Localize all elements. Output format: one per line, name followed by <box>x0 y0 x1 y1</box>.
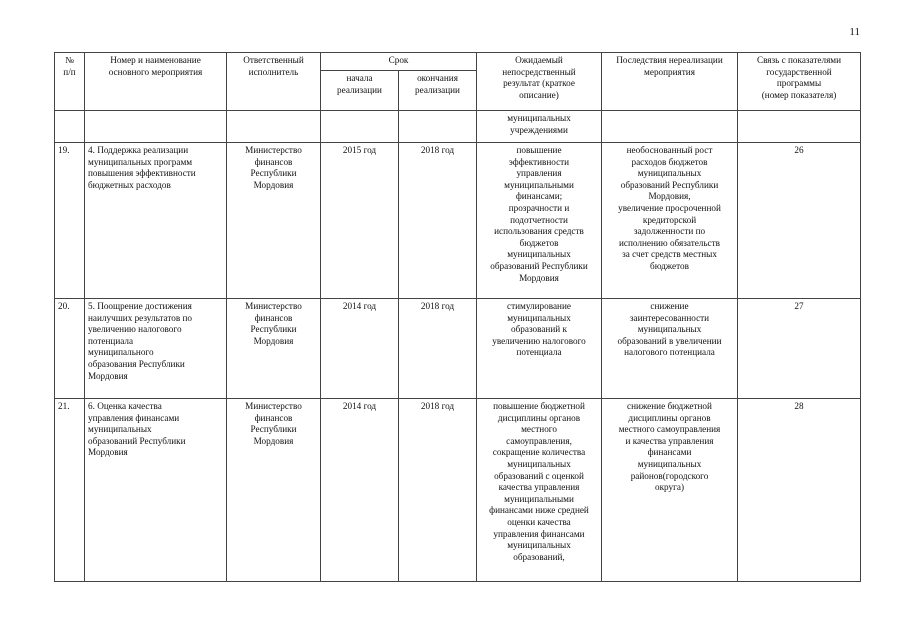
row-end: 2018 год <box>399 143 477 299</box>
row-num: 21. <box>55 399 85 582</box>
header-consequences: Последствия нереализации мероприятия <box>602 53 738 111</box>
header-num: № п/п <box>55 53 85 111</box>
header-start: начала реализации <box>321 71 399 111</box>
row-name: 6. Оценка качества управления финансами муниципальных образований Республики Мордовия <box>85 399 227 582</box>
table-row <box>55 299 861 399</box>
measures-table <box>54 52 861 582</box>
header-responsible: Ответственный исполнитель <box>227 53 321 111</box>
row-num <box>55 111 85 143</box>
row-responsible: Министерство финансов Республики Мордовия <box>227 399 321 582</box>
row-responsible <box>227 111 321 143</box>
row-start: 2015 год <box>321 143 399 299</box>
row-start: 2014 год <box>321 299 399 399</box>
row-responsible: Министерство финансов Республики Мордовия <box>227 299 321 399</box>
header-link: Связь с показателями государственной программы (номер показателя) <box>738 53 861 111</box>
row-end <box>399 111 477 143</box>
row-consequences <box>602 111 738 143</box>
row-expected: повышение бюджетной дисциплины органов местного самоуправления, сокращение количества муниципальных образований с оценкой качества управления муниципальными финансами ниже средней оценки качества управления финансами муниципальных образований, <box>477 399 602 582</box>
row-end: 2018 год <box>399 399 477 582</box>
row-name: 4. Поддержка реализации муниципальных программ повышения эффективности бюджетных расходов <box>85 143 227 299</box>
header-name: Номер и наименование основного мероприятия <box>85 53 227 111</box>
row-consequences: снижение бюджетной дисциплины органов местного самоуправления и качества управления финансами муниципальных районов(городского округа) <box>602 399 738 582</box>
row-expected: стимулирование муниципальных образований к увеличению налогового потенциала <box>477 299 602 399</box>
row-start: 2014 год <box>321 399 399 582</box>
row-link <box>738 111 861 143</box>
row-responsible: Министерство финансов Республики Мордовия <box>227 143 321 299</box>
page-number: 11 <box>849 26 860 38</box>
row-expected: муниципальных учреждениями <box>477 111 602 143</box>
table-row <box>55 111 861 143</box>
header-end: окончания реализации <box>399 71 477 111</box>
row-expected: повышение эффективности управления муниципальными финансами; прозрачности и подотчетности использования средств бюджетов муниципальных образований Республики Мордовия <box>477 143 602 299</box>
header-expected: Ожидаемый непосредственный результат (краткое описание) <box>477 53 602 111</box>
header-term: Срок <box>321 53 477 71</box>
row-name: 5. Поощрение достижения наилучших результатов по увеличению налогового потенциала муниципального образования Республики Мордовия <box>85 299 227 399</box>
row-end: 2018 год <box>399 299 477 399</box>
row-num: 19. <box>55 143 85 299</box>
row-consequences: необоснованный рост расходов бюджетов муниципальных образований Республики Мордовия, увеличение просроченной кредиторской задолженности по исполнению обязательств за счет средств местных бюджетов <box>602 143 738 299</box>
row-num: 20. <box>55 299 85 399</box>
row-start <box>321 111 399 143</box>
row-link: 27 <box>738 299 861 399</box>
row-name <box>85 111 227 143</box>
row-link: 26 <box>738 143 861 299</box>
row-consequences: снижение заинтересованности муниципальных образований в увеличении налогового потенциала <box>602 299 738 399</box>
table-row <box>55 399 861 582</box>
header-row <box>55 53 861 71</box>
table-row <box>55 143 861 299</box>
row-link: 28 <box>738 399 861 582</box>
